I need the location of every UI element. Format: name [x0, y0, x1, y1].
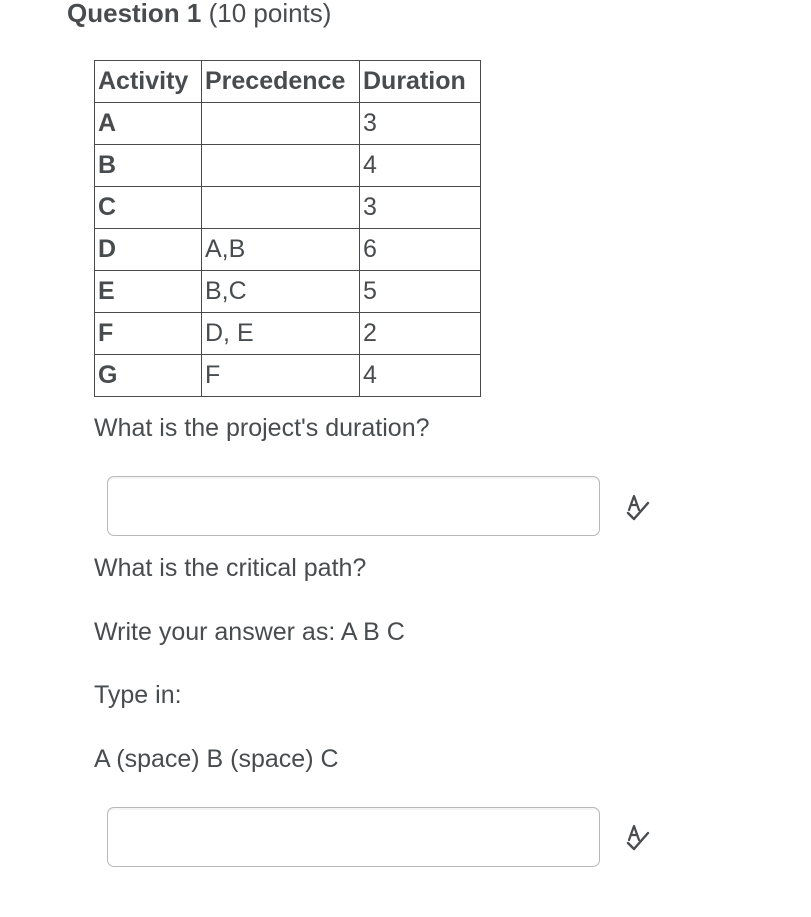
cell-activity: C: [95, 187, 202, 229]
question-header: [67, 0, 331, 30]
cell-duration: 5: [360, 271, 481, 313]
critical-path-question-text: What is the critical path?: [94, 554, 367, 582]
critical-path-answer-box[interactable]: [107, 807, 600, 867]
question-number: Question 1: [67, 0, 202, 28]
type-in-label: Type in:: [94, 681, 182, 709]
cell-precedence: D, E: [202, 313, 360, 355]
spell-check-icon[interactable]: [622, 821, 654, 853]
cell-activity: F: [95, 313, 202, 355]
table-row: [95, 145, 481, 187]
spell-check-icon[interactable]: [622, 491, 654, 523]
duration-answer-box[interactable]: [107, 476, 600, 536]
cell-duration: 4: [360, 355, 481, 397]
format-example-text: A (space) B (space) C: [94, 745, 339, 773]
cell-duration: 2: [360, 313, 481, 355]
question-points: (10 points): [208, 0, 332, 28]
cell-duration: 3: [360, 103, 481, 145]
cell-activity: D: [95, 229, 202, 271]
cell-precedence: B,C: [202, 271, 360, 313]
table-row: [95, 229, 481, 271]
cell-precedence: F: [202, 355, 360, 397]
table-row: [95, 355, 481, 397]
cell-activity: G: [95, 355, 202, 397]
header-activity: Activity: [95, 61, 202, 103]
cell-precedence: A,B: [202, 229, 360, 271]
table-row: [95, 313, 481, 355]
critical-path-answer-input[interactable]: [108, 808, 599, 866]
cell-precedence: [202, 103, 360, 145]
table-row: [95, 271, 481, 313]
cell-activity: A: [95, 103, 202, 145]
header-duration: Duration: [360, 61, 481, 103]
format-instruction-text: Write your answer as: A B C: [94, 618, 405, 646]
cell-activity: E: [95, 271, 202, 313]
activity-table: [94, 60, 481, 397]
cell-precedence: [202, 145, 360, 187]
table-row: [95, 103, 481, 145]
duration-answer-input[interactable]: [108, 477, 599, 535]
cell-duration: 4: [360, 145, 481, 187]
header-precedence: Precedence: [202, 61, 360, 103]
table-row: [95, 187, 481, 229]
cell-activity: B: [95, 145, 202, 187]
cell-duration: 3: [360, 187, 481, 229]
cell-duration: 6: [360, 229, 481, 271]
table-header-row: [95, 61, 481, 103]
duration-question-text: What is the project's duration?: [94, 414, 430, 442]
cell-precedence: [202, 187, 360, 229]
